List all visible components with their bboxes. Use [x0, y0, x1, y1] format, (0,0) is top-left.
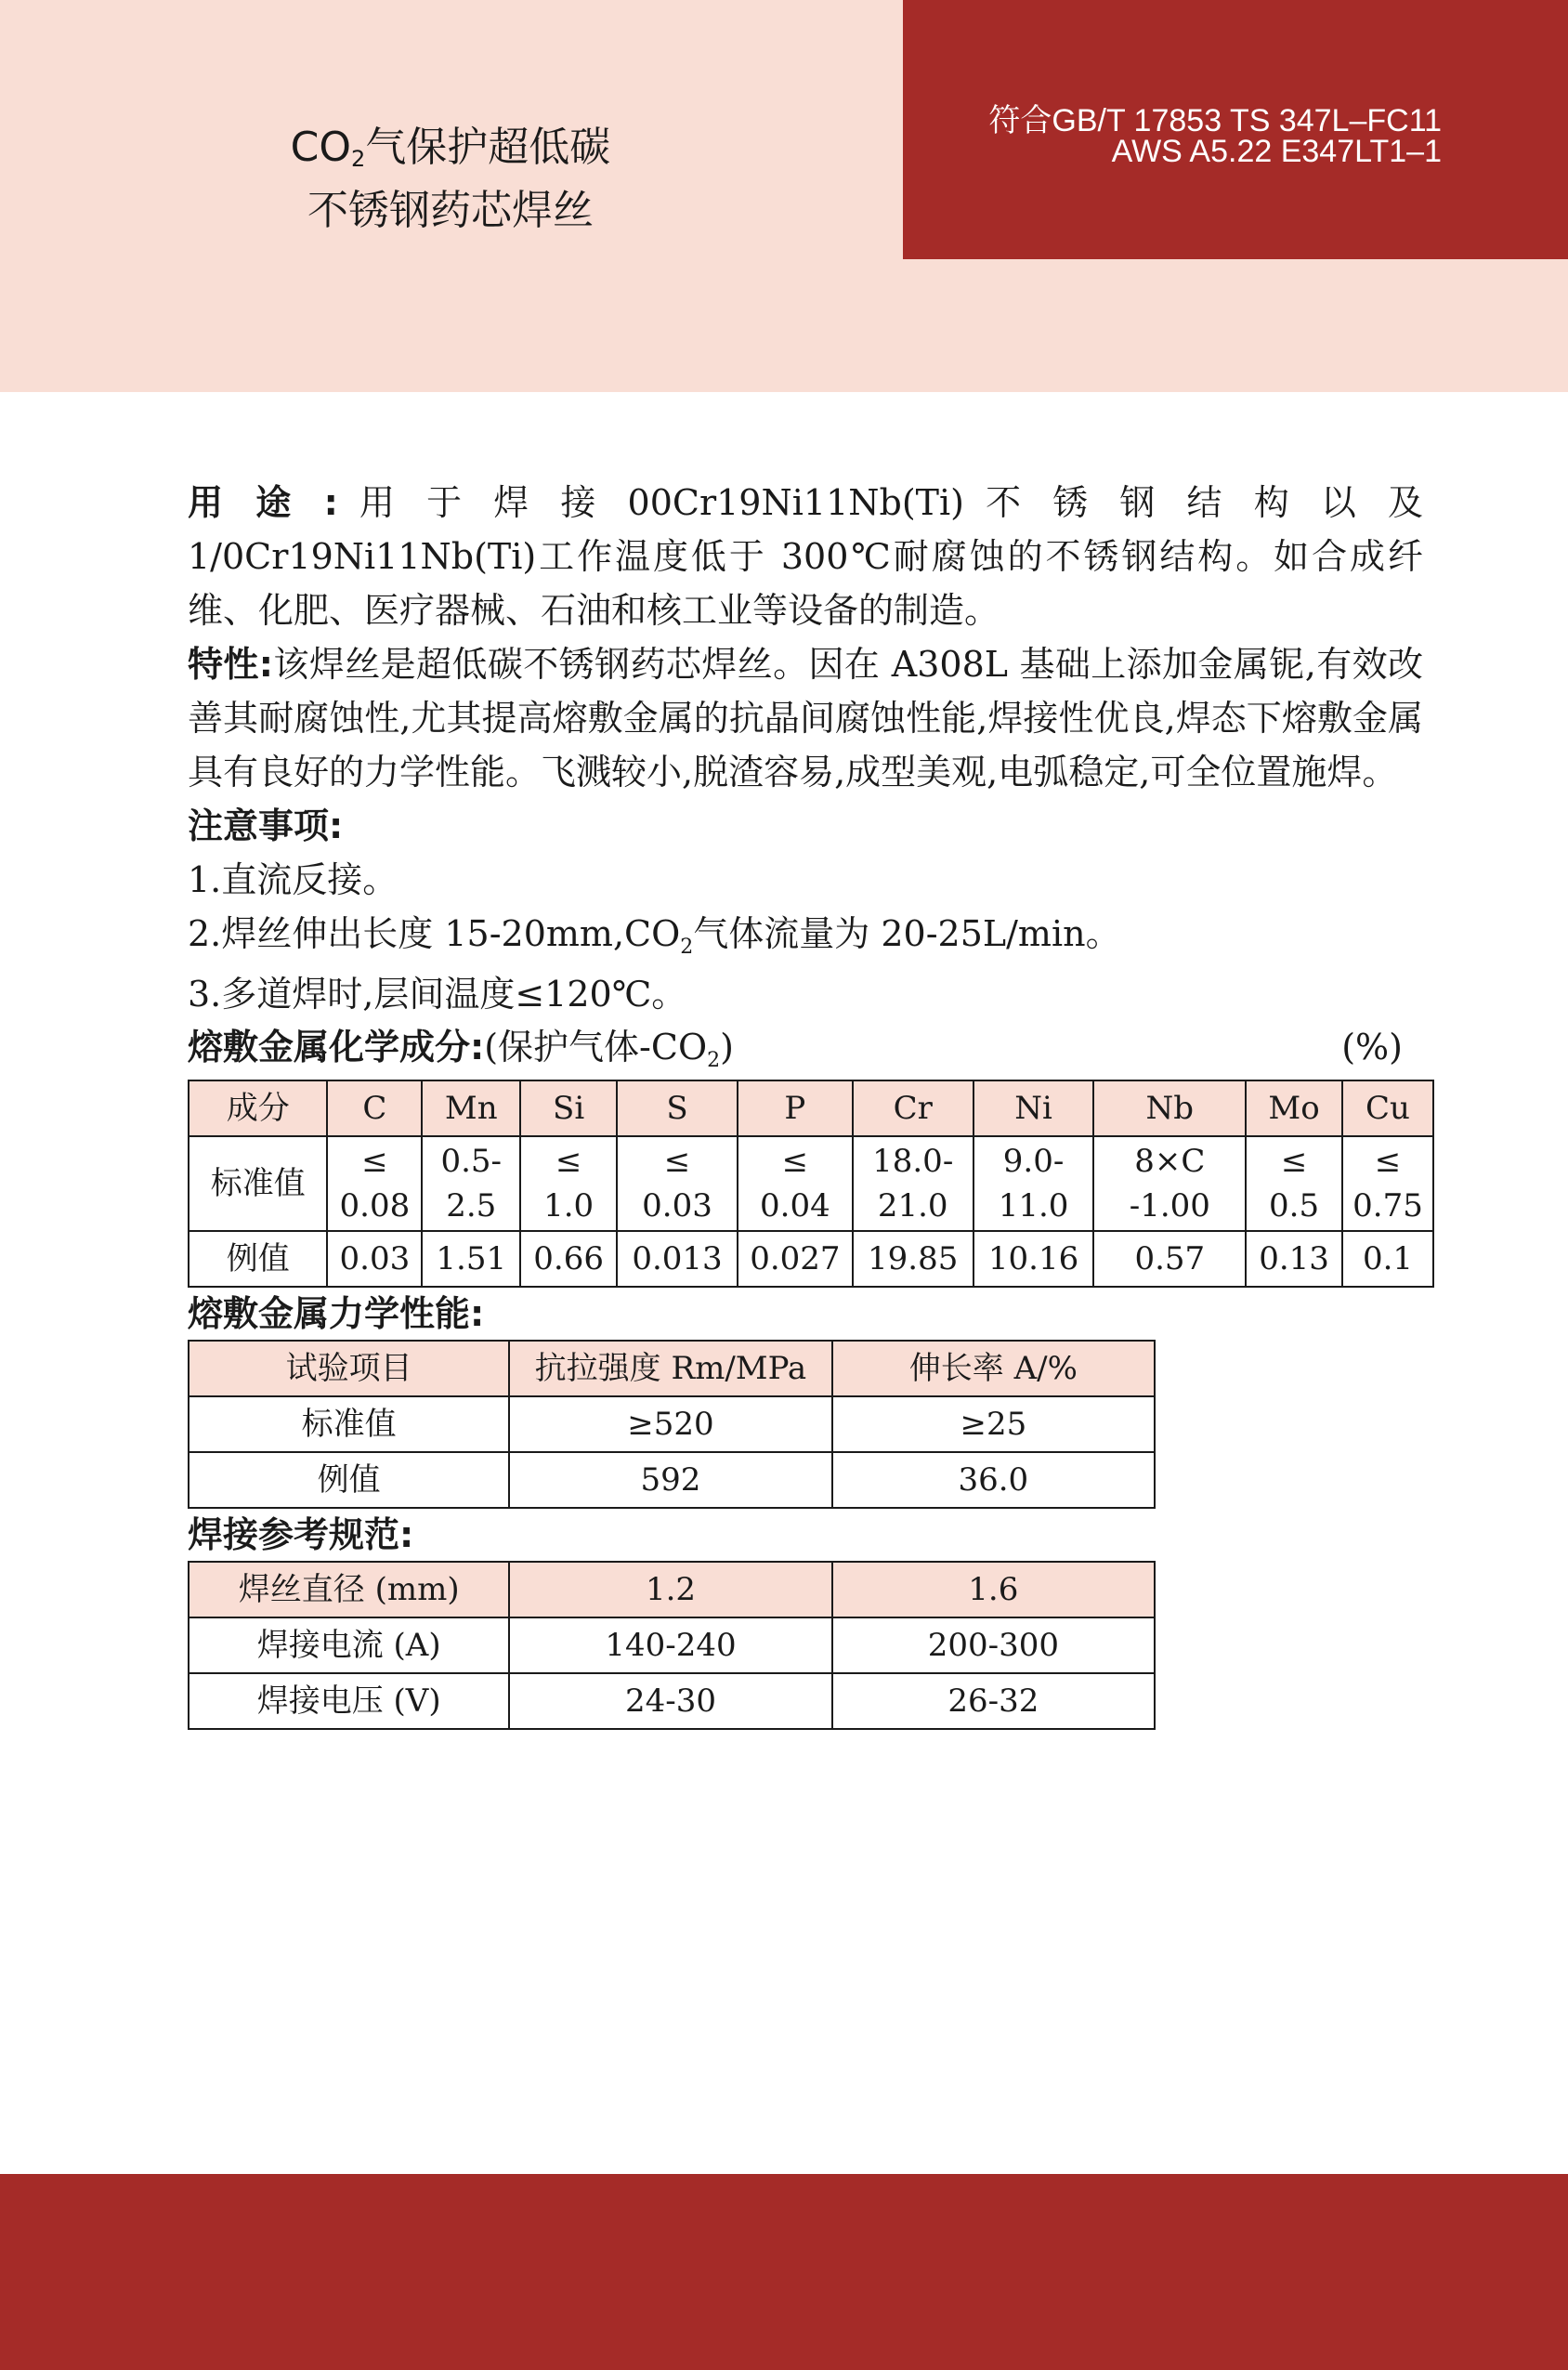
table-cell: 0.1 [1342, 1231, 1433, 1287]
table-cell: 26-32 [832, 1673, 1155, 1729]
cell-top: ≤ [781, 1143, 809, 1180]
table-cell [973, 1136, 1094, 1231]
welding-title: 焊接参考规范: [188, 1514, 414, 1555]
table-row [189, 1396, 1155, 1452]
table-cell [1342, 1136, 1433, 1231]
table-cell [327, 1136, 422, 1231]
standard-box [903, 0, 1568, 259]
table-cell [617, 1136, 738, 1231]
cell-bottom: 0.5 [1269, 1187, 1320, 1224]
notes-title: 注意事项: [188, 805, 344, 846]
usage-label: 用 途 : [188, 482, 338, 523]
standard-gb: 符合GB/T 17853 TS 347L–FC11 [988, 103, 1442, 138]
note-item-2 [188, 907, 1423, 967]
mechanical-title: 熔敷金属力学性能: [188, 1293, 485, 1334]
table-header-cell: Ni [973, 1080, 1094, 1136]
table-row-label: 标准值 [189, 1136, 327, 1231]
cell-top: 0.5- [440, 1143, 503, 1180]
table-cell: 592 [509, 1452, 831, 1508]
cell-bottom: 1.0 [543, 1187, 595, 1224]
mechanical-header-row [189, 1341, 1155, 1396]
cell-bottom: 0.75 [1352, 1187, 1423, 1224]
cell-top: 8×C [1134, 1143, 1206, 1180]
table-cell: 焊接电压 (V) [189, 1673, 509, 1729]
welding-header-row [189, 1562, 1155, 1617]
table-cell: 36.0 [832, 1452, 1155, 1508]
table-header-cell: 伸长率 A/% [832, 1341, 1155, 1396]
table-cell [853, 1136, 973, 1231]
cell-bottom: 21.0 [877, 1187, 948, 1224]
features-label: 特性: [188, 644, 274, 685]
table-cell: 0.57 [1093, 1231, 1246, 1287]
main-content [188, 476, 1423, 1730]
table-cell: 19.85 [853, 1231, 973, 1287]
table-cell: 0.027 [738, 1231, 853, 1287]
cell-top: 18.0- [872, 1143, 954, 1180]
table-cell: ≥25 [832, 1396, 1155, 1452]
composition-table [188, 1080, 1434, 1288]
welding-table [188, 1561, 1156, 1730]
title-subscript: 2 [351, 146, 366, 172]
table-header-cell: P [738, 1080, 853, 1136]
table-header-cell: Si [520, 1080, 617, 1136]
usage-paragraph [188, 476, 1423, 637]
product-title [232, 119, 669, 240]
table-header-cell: Cr [853, 1080, 973, 1136]
gas-sub: 2 [707, 1049, 721, 1072]
table-header-cell: Mo [1246, 1080, 1342, 1136]
table-cell: 标准值 [189, 1396, 509, 1452]
composition-standard-row [189, 1136, 1433, 1231]
table-row [189, 1452, 1155, 1508]
table-cell: 24-30 [509, 1673, 831, 1729]
table-row [189, 1617, 1155, 1673]
features-text: 该焊丝是超低碳不锈钢药芯焊丝。因在 A308L 基础上添加金属铌,有效改善其耐腐蚀性,尤其提高熔敷金属的抗晶间腐蚀性能,焊接性优良,焊态下熔敷金属具有良好的力学性能。飞溅较小,脱渣容易,成型美观,电弧稳定,可全位置施焊。 [188, 644, 1423, 792]
cell-bottom: -1.00 [1129, 1187, 1210, 1224]
composition-gas [484, 1027, 734, 1072]
table-row [189, 1673, 1155, 1729]
usage-text: 用 于 焊 接 00Cr19Ni11Nb(Ti) 不 锈 钢 结 构 以 及 1/0Cr19Ni11Nb(Ti)工作温度低于 300℃耐腐蚀的不锈钢结构。如合成纤维、化肥、医疗器械、石油和核工业等设备的制造。 [188, 482, 1423, 631]
title-co: CO [290, 124, 352, 171]
cell-top: ≤ [555, 1143, 582, 1180]
cell-top: ≤ [1280, 1143, 1308, 1180]
table-cell: 140-240 [509, 1617, 831, 1673]
cell-top: ≤ [361, 1143, 388, 1180]
title-rest: 气保护超低碳 [365, 124, 611, 171]
table-header-cell: 焊丝直径 (mm) [189, 1562, 509, 1617]
cell-top: ≤ [663, 1143, 691, 1180]
table-cell [520, 1136, 617, 1231]
gas-a: (保护气体-CO [484, 1027, 708, 1067]
table-header-cell: 1.6 [832, 1562, 1155, 1617]
table-cell: 0.13 [1246, 1231, 1342, 1287]
table-header-cell: S [617, 1080, 738, 1136]
cell-bottom: 0.08 [339, 1187, 411, 1224]
title-line-2: 不锈钢药芯焊丝 [307, 187, 594, 234]
table-cell [1246, 1136, 1342, 1231]
table-cell [1093, 1136, 1246, 1231]
note-2-a: 2.焊丝伸出长度 15-20mm,CO [188, 913, 681, 954]
note-2-sub: 2 [680, 936, 694, 959]
note-item-1: 1.直流反接。 [188, 859, 399, 900]
table-header-cell: 成分 [189, 1080, 327, 1136]
table-cell [422, 1136, 520, 1231]
mechanical-table [188, 1340, 1156, 1509]
composition-header-row [189, 1080, 1433, 1136]
table-header-cell: Mn [422, 1080, 520, 1136]
table-row-label: 例值 [189, 1231, 327, 1287]
table-cell: 0.013 [617, 1231, 738, 1287]
table-cell: 例值 [189, 1452, 509, 1508]
composition-example-row [189, 1231, 1433, 1287]
table-cell: 0.66 [520, 1231, 617, 1287]
cell-top: ≤ [1374, 1143, 1402, 1180]
table-cell: 1.51 [422, 1231, 520, 1287]
gas-b: ) [720, 1027, 734, 1067]
cell-top: 9.0- [1002, 1143, 1065, 1180]
table-cell: 200-300 [832, 1617, 1155, 1673]
footer-band [0, 2174, 1568, 2370]
table-header-cell: 试验项目 [189, 1341, 509, 1396]
table-cell: 10.16 [973, 1231, 1094, 1287]
standard-aws: AWS A5.22 E347LT1–1 [1111, 134, 1442, 169]
features-paragraph [188, 637, 1423, 799]
note-2-b: 气体流量为 20-25L/min。 [693, 913, 1121, 954]
composition-title [188, 1021, 1423, 1080]
composition-title-text: 熔敷金属化学成分: [188, 1027, 485, 1067]
table-cell: 0.03 [327, 1231, 422, 1287]
table-header-cell: Cu [1342, 1080, 1433, 1136]
table-header-cell: 1.2 [509, 1562, 831, 1617]
table-cell [738, 1136, 853, 1231]
note-item-3: 3.多道焊时,层间温度≤120℃。 [188, 974, 687, 1015]
composition-unit: (%) [1341, 1027, 1403, 1067]
table-cell: ≥520 [509, 1396, 831, 1452]
cell-bottom: 0.04 [760, 1187, 830, 1224]
table-cell: 焊接电流 (A) [189, 1617, 509, 1673]
table-header-cell: C [327, 1080, 422, 1136]
cell-bottom: 11.0 [998, 1187, 1069, 1224]
table-header-cell: Nb [1093, 1080, 1246, 1136]
title-line-1 [232, 119, 669, 182]
cell-bottom: 0.03 [642, 1187, 712, 1224]
cell-bottom: 2.5 [446, 1187, 497, 1224]
table-header-cell: 抗拉强度 Rm/MPa [509, 1341, 831, 1396]
